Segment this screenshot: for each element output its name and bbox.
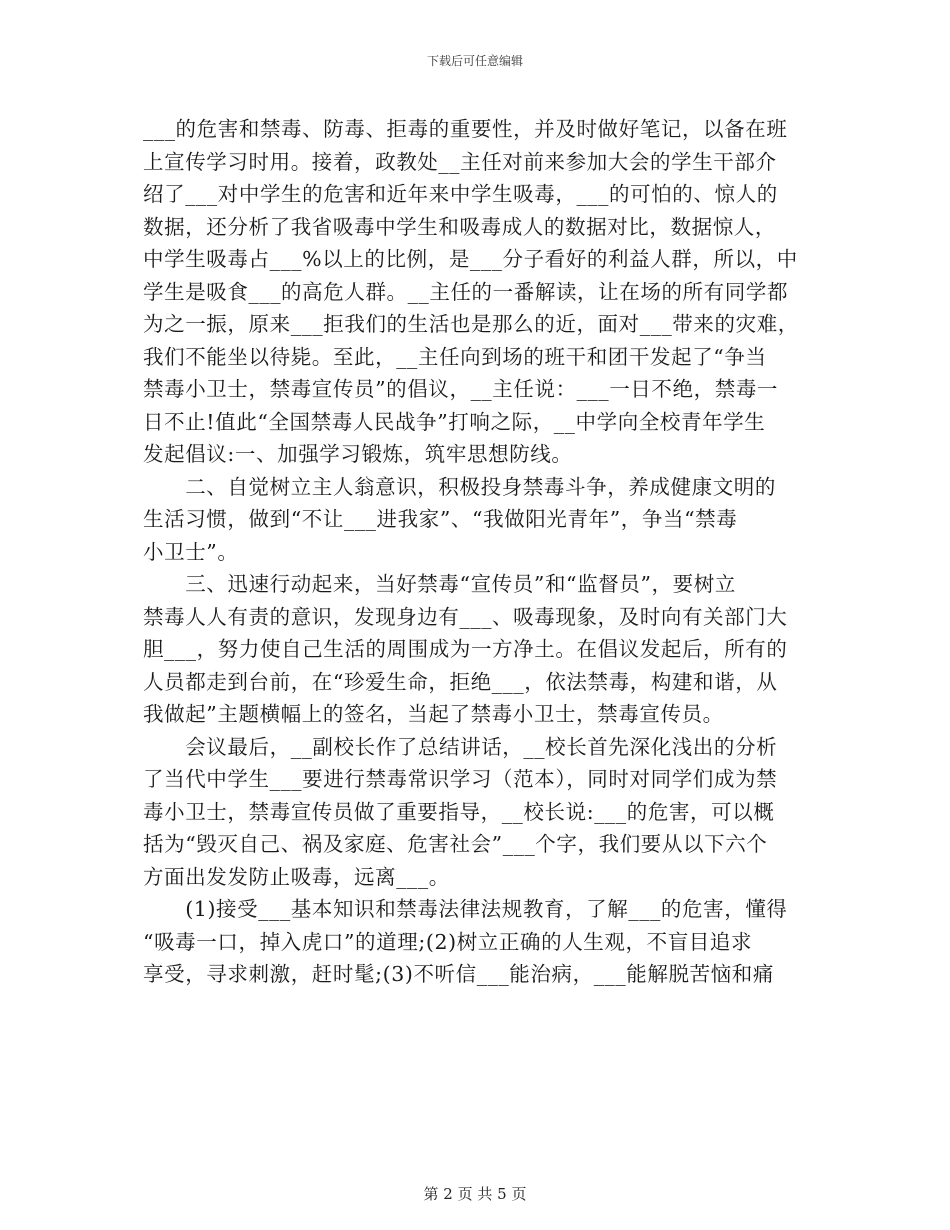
page-number-footer: 第 2 页 共 5 页 xyxy=(423,1185,527,1203)
text-line: 日不止!值此“全国禁毒人民战争”打响之际，__中学向全校青年学生 xyxy=(143,409,766,434)
text-line: 小卫士”。 xyxy=(143,539,239,564)
text-line: 方面出发发防止吸毒，远离___。 xyxy=(143,864,450,889)
page-header: 下载后可任意编辑 xyxy=(426,54,523,68)
text-line: 禁毒小卫士，禁毒宣传员”的倡议，__主任说：___一日不绝，禁毒一 xyxy=(143,377,779,401)
text-line: 发起倡议:一、加强学习锻炼，筑牢思想防线。 xyxy=(143,442,573,466)
text-line: 数据，还分析了我省吸毒中学生和吸毒成人的数据对比，数据惊人， xyxy=(143,214,776,239)
text-line: 我做起”主题横幅上的签名，当起了禁毒小卫士，禁毒宣传员。 xyxy=(143,702,724,726)
text-line: 中学生吸毒占___%以上的比例，是___分子看好的利益人群，所以，中 xyxy=(143,247,798,271)
text-line: 括为“毁灭自己、祸及家庭、危害社会”___个字，我们要从以下六个 xyxy=(143,832,768,856)
text-line: 我们不能坐以待毙。至此，__主任向到场的班干和团干发起了“争当 xyxy=(143,344,767,369)
text-line: 享受，寻求刺激，赶时髦;(3)不听信___能治病，___能解脱苦恼和痛 xyxy=(143,962,774,986)
text-line: 禁毒人人有责的意识，发现身边有___、吸毒现象，及时向有关部门大 xyxy=(143,604,788,629)
text-line: 上宣传学习时用。接着，政教处__主任对前来参加大会的学生干部介 xyxy=(143,149,777,174)
text-line: 毒小卫士，禁毒宣传员做了重要指导，__校长说:___的危害，可以概 xyxy=(143,799,775,824)
paragraph-start-line: 会议最后，__副校长作了总结讲话，__校长首先深化浅出的分析 xyxy=(143,734,778,759)
text-line: ___的危害和禁毒、防毒、拒毒的重要性，并及时做好笔记，以备在班 xyxy=(143,117,788,141)
text-line: 学生是吸食___的高危人群。__主任的一番解读，让在场的所有同学都 xyxy=(143,279,789,304)
text-line: 了当代中学生___要进行禁毒常识学习（范本），同时对同学们成为禁 xyxy=(143,767,778,791)
text-line: “吸毒一口，掉入虎口”的道理;(2)树立正确的人生观，不盲目追求 xyxy=(143,929,753,954)
text-line: 绍了___对中学生的危害和近年来中学生吸毒，___的可怕的、惊人的 xyxy=(143,182,778,206)
paragraph-start-line: 二、自觉树立主人翁意识，积极投身禁毒斗争，养成健康文明的 xyxy=(143,474,776,499)
paragraph-start-line: (1)接受___基本知识和禁毒法律法规教育，了解___的危害，懂得 xyxy=(143,897,788,921)
text-line: 为之一振，原来___拒我们的生活也是那么的近，面对___带来的灾难， xyxy=(143,312,799,336)
text-line: 生活习惯，做到“不让___进我家”、“我做阳光青年”，争当“禁毒 xyxy=(143,507,738,531)
paragraph-start-line: 三、迅速行动起来，当好禁毒“宣传员”和“监督员”，要树立 xyxy=(143,572,736,596)
text-line: 胆___，努力使自己生活的周围成为一方净土。在倡议发起后，所有的 xyxy=(143,637,788,661)
document-body xyxy=(143,113,808,991)
text-line: 人员都走到台前，在“珍爱生命，拒绝___，依法禁毒，构建和谐，从 xyxy=(143,669,778,694)
